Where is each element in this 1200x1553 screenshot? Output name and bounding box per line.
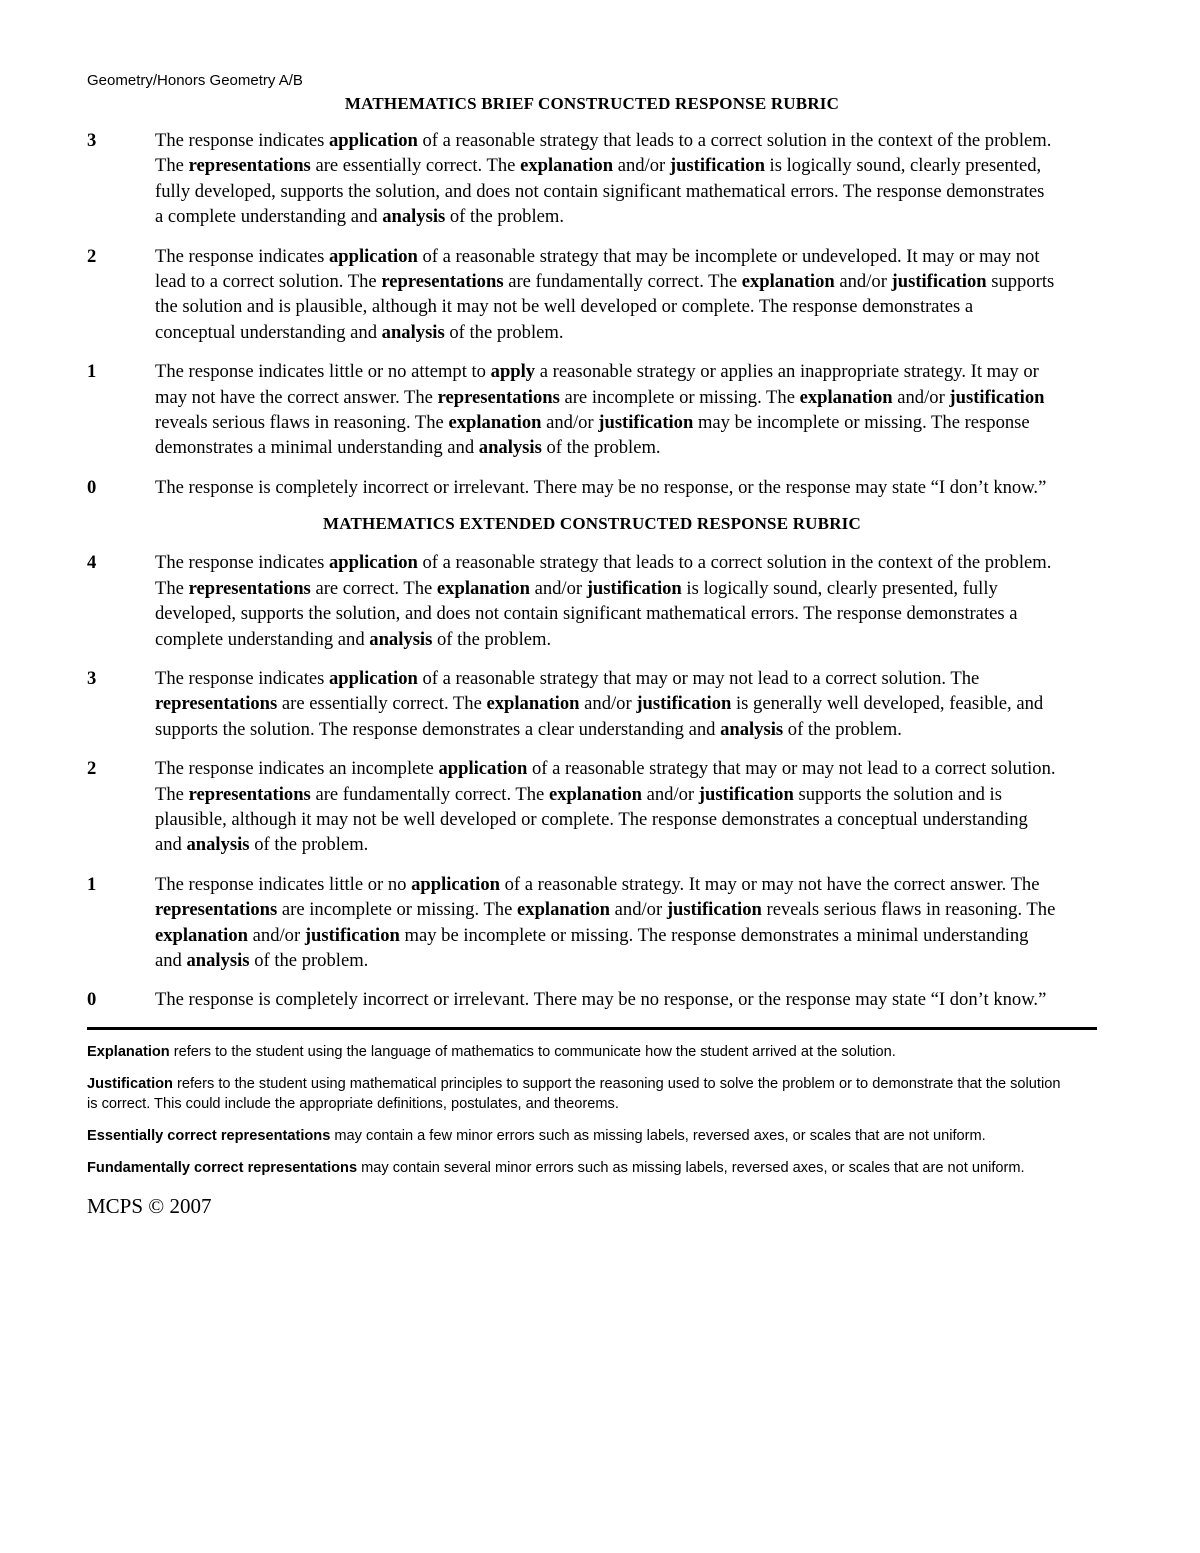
key-term: justification: [636, 693, 732, 715]
definition-text: may contain a few minor errors such as missing labels, reversed axes, or scales that are not uniform.: [330, 1127, 986, 1144]
key-term: analysis: [186, 834, 250, 856]
definition-term: Essentially correct representations: [87, 1127, 331, 1144]
extended-row: [87, 872, 1097, 974]
key-term: justification: [598, 412, 694, 434]
description-text: are incomplete or missing. The: [277, 899, 518, 921]
key-term: representations: [188, 577, 311, 599]
score-description: [155, 550, 1097, 652]
definition-item: [87, 1074, 1097, 1114]
description-text: The response indicates: [155, 245, 329, 267]
extended-rubric-rows: [87, 550, 1097, 1013]
description-text: of the problem.: [445, 206, 564, 228]
score-description: [155, 244, 1097, 346]
description-text: and/or: [610, 899, 667, 921]
description-text: and/or: [541, 412, 599, 434]
description-text: of a reasonable strategy that may be incomplete or undeveloped. It may or may not lead to a correct solution. The: [155, 245, 1040, 293]
section-divider: [87, 1027, 1097, 1030]
description-text: of the problem.: [249, 949, 369, 971]
key-term: explanation: [486, 693, 580, 715]
rubric-page: [87, 70, 1097, 1219]
score-value: 3: [87, 667, 97, 689]
score-description: [155, 666, 1097, 742]
description-text: of a reasonable strategy that may or may not lead to a correct solution. The: [155, 758, 1056, 805]
score-value: 3: [87, 130, 97, 151]
key-term: explanation: [155, 924, 248, 946]
key-term: application: [329, 245, 418, 267]
brief-row: [87, 128, 1097, 230]
description-text: of a reasonable strategy that may or may not lead to a correct solution. The: [417, 667, 980, 689]
description-text: of the problem.: [783, 718, 902, 740]
key-term: representations: [188, 783, 311, 805]
score-description: [155, 475, 1097, 500]
description-text: The response indicates little or no attempt to: [155, 361, 491, 383]
key-term: representations: [381, 271, 504, 293]
description-text: The response indicates: [155, 552, 329, 574]
key-term: application: [329, 667, 418, 689]
key-term: explanation: [448, 412, 542, 434]
description-text: The response is completely incorrect or irrelevant. There may be no response, or the response may state “I don’t know.”: [155, 989, 1047, 1011]
description-text: of a reasonable strategy. It may or may not have the correct answer. The: [499, 873, 1040, 895]
definition-text: may contain several minor errors such as missing labels, reversed axes, or scales that are not uniform.: [357, 1159, 1025, 1176]
description-text: The response indicates: [155, 130, 329, 151]
key-term: justification: [669, 155, 765, 177]
key-term: application: [411, 873, 500, 895]
description-text: are correct. The: [310, 577, 437, 599]
description-text: of the problem.: [541, 437, 661, 459]
brief-row: [87, 475, 1097, 500]
description-text: are incomplete or missing. The: [559, 386, 800, 408]
key-term: analysis: [369, 628, 433, 650]
description-text: are fundamentally correct. The: [310, 783, 549, 805]
key-term: analysis: [382, 206, 446, 228]
extended-row: [87, 756, 1097, 858]
brief-rubric-title: MATHEMATICS BRIEF CONSTRUCTED RESPONSE RUBRIC: [344, 94, 840, 113]
description-text: is logically sound, clearly presented, fully developed, supports the solution, and does not contain significant mathematical errors. The response demonstrates a complete understanding and: [155, 577, 1018, 650]
score-description: [155, 872, 1097, 974]
description-text: supports the solution and is plausible, although it may not be well developed or complete. The response demonstrates a conceptual understanding and: [155, 271, 1055, 343]
key-term: justification: [666, 899, 762, 921]
score-description: [155, 128, 1097, 230]
key-term: representations: [155, 899, 278, 921]
definition-text: refers to the student using mathematical principles to support the reasoning used to solve the problem or to demonstrate that the solution is correct. This could include the appropriate definitions, postulates, and theorems.: [87, 1075, 1061, 1112]
definition-item: [87, 1158, 1097, 1178]
description-text: The response indicates little or no: [155, 873, 412, 895]
key-term: representations: [155, 693, 278, 715]
definition-term: Justification: [87, 1075, 173, 1092]
key-term: justification: [586, 577, 682, 599]
description-text: The response indicates: [155, 667, 329, 689]
description-text: and/or: [613, 155, 670, 177]
description-text: is logically sound, clearly presented, fully developed, supports the solution, and does not contain significant mathematical errors. The response demonstrates a complete understanding and: [155, 155, 1045, 228]
extended-row: [87, 666, 1097, 742]
description-text: may be incomplete or missing. The response demonstrates a minimal understanding and: [155, 412, 1030, 459]
key-term: analysis: [720, 718, 784, 740]
key-term: explanation: [741, 271, 835, 293]
extended-row: [87, 987, 1097, 1012]
description-text: of the problem.: [249, 834, 369, 856]
key-term: application: [329, 552, 418, 574]
key-term: analysis: [186, 949, 250, 971]
key-term: apply: [490, 361, 536, 383]
description-text: and/or: [248, 924, 305, 946]
course-header: Geometry/Honors Geometry A/B: [87, 72, 303, 89]
score-value: 2: [87, 245, 97, 267]
description-text: are essentially correct. The: [277, 693, 487, 715]
score-description: [155, 756, 1097, 858]
key-term: explanation: [548, 783, 642, 805]
description-text: reveals serious flaws in reasoning. The: [155, 412, 449, 434]
key-term: representations: [188, 155, 311, 177]
key-term: application: [329, 130, 418, 151]
description-text: of the problem.: [444, 321, 564, 343]
key-term: explanation: [436, 577, 530, 599]
description-text: and/or: [529, 577, 587, 599]
description-text: The response indicates an incomplete: [155, 758, 439, 780]
description-text: and/or: [834, 271, 892, 293]
copyright: MCPS © 2007: [87, 1193, 212, 1218]
description-text: are essentially correct. The: [310, 155, 521, 177]
key-term: application: [438, 758, 528, 780]
score-value: 0: [87, 476, 97, 498]
description-text: reveals serious flaws in reasoning. The: [761, 899, 1056, 921]
definition-text: refers to the student using the language of mathematics to communicate how the student arrived at the solution.: [169, 1043, 896, 1060]
description-text: supports the solution and is plausible, although it may not be well developed or complete. The response demonstrates a conceptual understanding and: [155, 783, 1028, 856]
description-text: of the problem.: [432, 628, 552, 650]
key-term: explanation: [799, 386, 893, 408]
extended-row: [87, 550, 1097, 652]
description-text: and/or: [579, 693, 637, 715]
description-text: The response is completely incorrect or irrelevant. There may be no response, or the response may state “I don’t know.”: [155, 476, 1047, 498]
description-text: of a reasonable strategy that leads to a correct solution in the context of the problem. The: [155, 130, 1052, 177]
key-term: representations: [437, 386, 560, 408]
brief-rubric-rows: [87, 128, 1097, 500]
description-text: is generally well developed, feasible, and supports the solution. The response demonstrates a clear understanding and: [155, 693, 1044, 740]
key-term: justification: [304, 924, 400, 946]
description-text: may be incomplete or missing. The response demonstrates a minimal understanding and: [155, 924, 1029, 971]
definition-item: [87, 1042, 1097, 1062]
key-term: justification: [698, 783, 794, 805]
score-value: 1: [87, 873, 97, 895]
brief-row: [87, 359, 1097, 461]
key-term: analysis: [478, 437, 542, 459]
description-text: of a reasonable strategy that leads to a correct solution in the context of the problem. The: [155, 552, 1052, 599]
brief-row: [87, 244, 1097, 346]
key-term: explanation: [517, 899, 611, 921]
score-value: 4: [87, 552, 97, 574]
description-text: are fundamentally correct. The: [503, 271, 742, 293]
score-description: [155, 359, 1097, 461]
key-term: justification: [891, 271, 987, 293]
key-term: analysis: [381, 321, 445, 343]
score-description: [155, 987, 1097, 1012]
extended-rubric-title: MATHEMATICS EXTENDED CONSTRUCTED RESPONSE RUBRIC: [323, 514, 861, 534]
key-term: justification: [949, 386, 1045, 408]
description-text: and/or: [641, 783, 699, 805]
key-term: explanation: [520, 155, 614, 177]
definitions-list: [87, 1042, 1097, 1178]
definition-term: Fundamentally correct representations: [87, 1159, 358, 1176]
score-value: 2: [87, 758, 97, 780]
score-value: 1: [87, 361, 97, 383]
description-text: a reasonable strategy or applies an inappropriate strategy. It may or may not have the correct answer. The: [155, 361, 1039, 408]
definition-term: Explanation: [87, 1043, 170, 1060]
score-value: 0: [87, 989, 97, 1011]
description-text: and/or: [892, 386, 950, 408]
definition-item: [87, 1126, 1097, 1146]
